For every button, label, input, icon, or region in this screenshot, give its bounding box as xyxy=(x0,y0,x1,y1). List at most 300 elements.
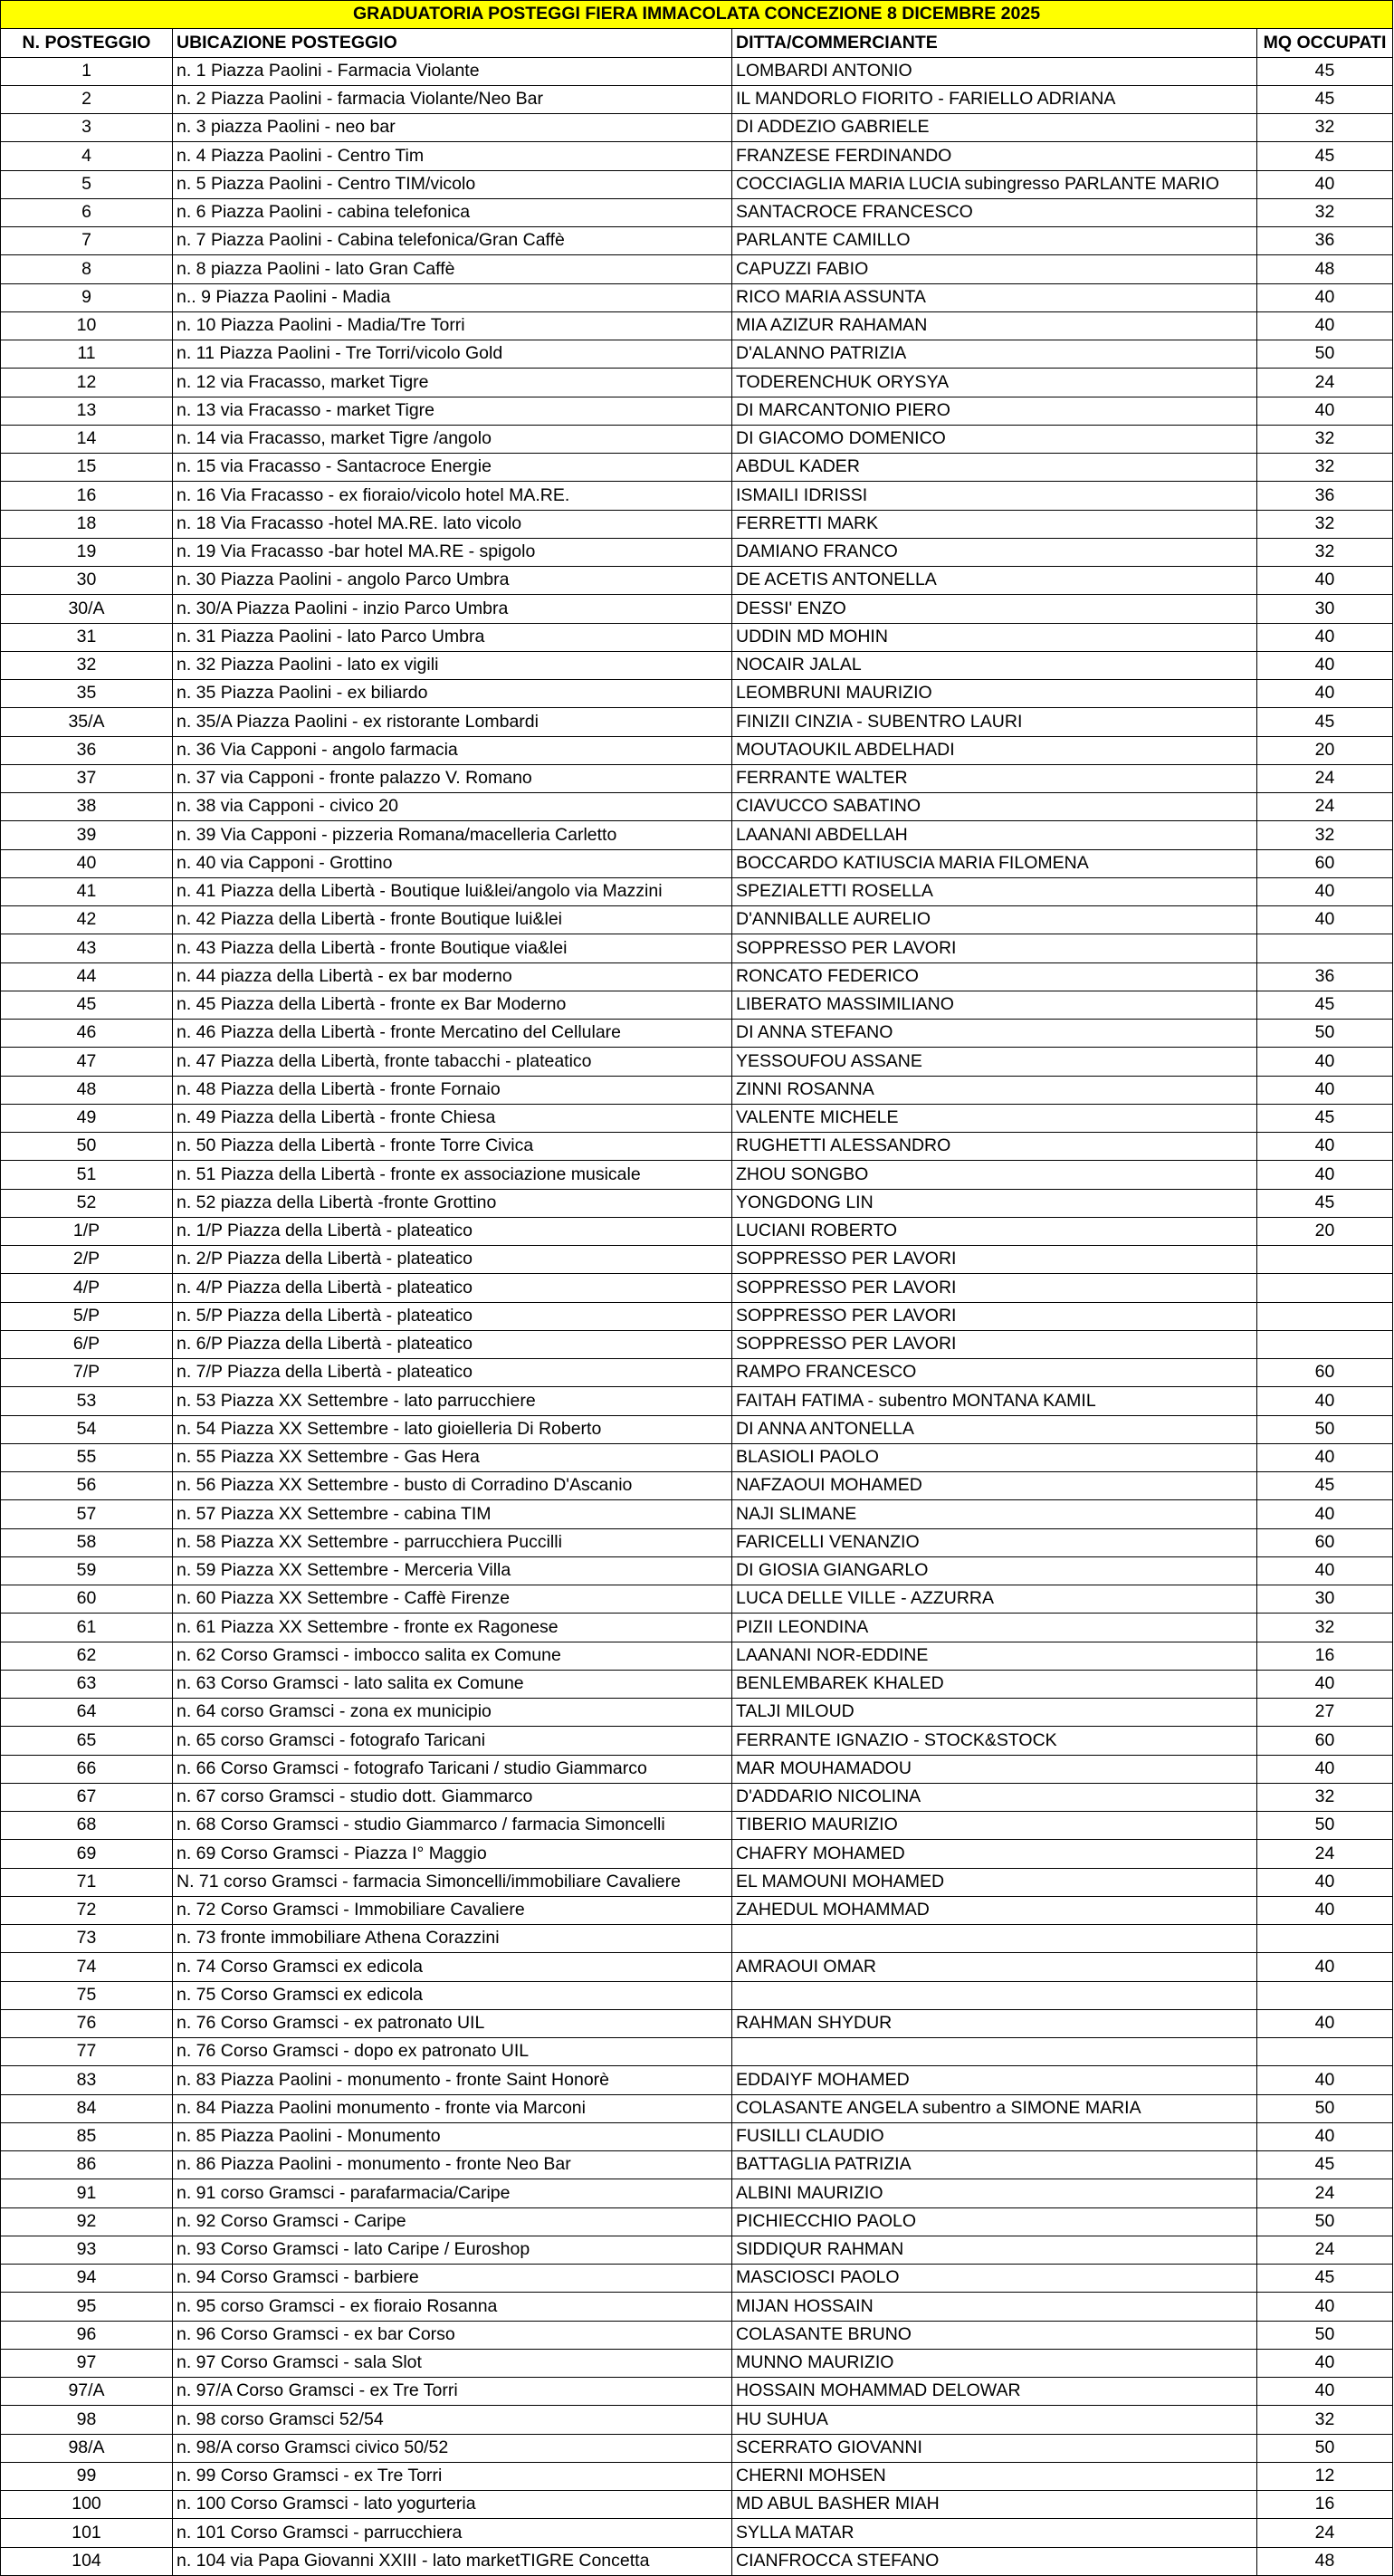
cell-location: n. 32 Piazza Paolini - lato ex vigili xyxy=(173,651,732,679)
cell-sqm: 45 xyxy=(1257,1104,1393,1132)
cell-trader: ZHOU SONGBO xyxy=(732,1161,1257,1189)
cell-num: 31 xyxy=(1,623,173,651)
cell-sqm: 40 xyxy=(1257,1670,1393,1698)
table-row xyxy=(1,764,1393,792)
table-row xyxy=(1,1274,1393,1302)
cell-sqm: 32 xyxy=(1257,538,1393,566)
cell-num: 48 xyxy=(1,1076,173,1104)
cell-location: n. 86 Piazza Paolini - monumento - fronte Neo Bar xyxy=(173,2151,732,2179)
cell-trader: FUSILLI CLAUDIO xyxy=(732,2122,1257,2150)
cell-num: 73 xyxy=(1,1925,173,1953)
cell-location: n. 1 Piazza Paolini - Farmacia Violante xyxy=(173,57,732,85)
table-row xyxy=(1,1076,1393,1104)
header-location: UBICAZIONE POSTEGGIO xyxy=(173,29,732,57)
cell-location: n. 60 Piazza XX Settembre - Caffè Firenze xyxy=(173,1585,732,1614)
table-row xyxy=(1,680,1393,708)
cell-sqm: 45 xyxy=(1257,708,1393,736)
cell-sqm: 48 xyxy=(1257,255,1393,283)
cell-sqm: 45 xyxy=(1257,991,1393,1019)
table-row xyxy=(1,538,1393,566)
cell-num: 32 xyxy=(1,651,173,679)
cell-sqm: 40 xyxy=(1257,1755,1393,1783)
cell-num: 104 xyxy=(1,2547,173,2575)
cell-sqm: 40 xyxy=(1257,1133,1393,1161)
cell-trader: FARICELLI VENANZIO xyxy=(732,1528,1257,1556)
cell-num: 67 xyxy=(1,1783,173,1811)
table-row xyxy=(1,1500,1393,1528)
cell-sqm: 40 xyxy=(1257,680,1393,708)
table-row xyxy=(1,1981,1393,2009)
cell-location: n. 72 Corso Gramsci - Immobiliare Cavaliere xyxy=(173,1896,732,1924)
cell-sqm: 40 xyxy=(1257,2378,1393,2406)
table-row xyxy=(1,1189,1393,1217)
cell-num: 30/A xyxy=(1,595,173,623)
cell-trader: FRANZESE FERDINANDO xyxy=(732,142,1257,170)
cell-num: 2 xyxy=(1,85,173,113)
table-row xyxy=(1,1896,1393,1924)
cell-trader: BATTAGLIA PATRIZIA xyxy=(732,2151,1257,2179)
cell-trader: FINIZII CINZIA - SUBENTRO LAURI xyxy=(732,708,1257,736)
cell-num: 91 xyxy=(1,2179,173,2207)
cell-trader: SANTACROCE FRANCESCO xyxy=(732,198,1257,226)
table-row xyxy=(1,1472,1393,1500)
cell-location: n. 31 Piazza Paolini - lato Parco Umbra xyxy=(173,623,732,651)
cell-sqm: 45 xyxy=(1257,1189,1393,1217)
cell-location: n. 36 Via Capponi - angolo farmacia xyxy=(173,736,732,764)
cell-location: n. 46 Piazza della Libertà - fronte Mercatino del Cellulare xyxy=(173,1020,732,1048)
cell-trader: UDDIN MD MOHIN xyxy=(732,623,1257,651)
cell-trader: DE ACETIS ANTONELLA xyxy=(732,567,1257,595)
table-row xyxy=(1,1415,1393,1443)
cell-location: n. 98/A corso Gramsci civico 50/52 xyxy=(173,2434,732,2462)
cell-num: 77 xyxy=(1,2038,173,2066)
cell-location: n. 41 Piazza della Libertà - Boutique lui&lei/angolo via Mazzini xyxy=(173,877,732,905)
cell-trader: DI MARCANTONIO PIERO xyxy=(732,397,1257,425)
cell-sqm: 32 xyxy=(1257,1783,1393,1811)
cell-num: 3 xyxy=(1,114,173,142)
cell-sqm: 36 xyxy=(1257,962,1393,991)
cell-location: n. 39 Via Capponi - pizzeria Romana/macelleria Carletto xyxy=(173,821,732,849)
cell-location: n. 15 via Fracasso - Santacroce Energie xyxy=(173,454,732,482)
header-row xyxy=(1,29,1393,57)
cell-num: 94 xyxy=(1,2265,173,2293)
cell-location: n. 53 Piazza XX Settembre - lato parrucchiere xyxy=(173,1387,732,1415)
cell-num: 47 xyxy=(1,1048,173,1076)
cell-trader: SIDDIQUR RAHMAN xyxy=(732,2236,1257,2264)
table-row xyxy=(1,2009,1393,2037)
table-row xyxy=(1,1217,1393,1245)
cell-trader xyxy=(732,1925,1257,1953)
cell-num: 43 xyxy=(1,934,173,962)
cell-location: n. 62 Corso Gramsci - imbocco salita ex Comune xyxy=(173,1642,732,1670)
table-row xyxy=(1,2207,1393,2236)
cell-num: 76 xyxy=(1,2009,173,2037)
cell-location: n. 67 corso Gramsci - studio dott. Giammarco xyxy=(173,1783,732,1811)
cell-location: n. 8 piazza Paolini - lato Gran Caffè xyxy=(173,255,732,283)
cell-location: n. 1/P Piazza della Libertà - plateatico xyxy=(173,1217,732,1245)
cell-sqm: 32 xyxy=(1257,425,1393,453)
cell-sqm: 45 xyxy=(1257,2265,1393,2293)
cell-location: n. 100 Corso Gramsci - lato yogurteria xyxy=(173,2491,732,2519)
cell-location: n.. 9 Piazza Paolini - Madia xyxy=(173,283,732,311)
cell-sqm: 45 xyxy=(1257,85,1393,113)
cell-trader: LUCA DELLE VILLE - AZZURRA xyxy=(732,1585,1257,1614)
cell-location: n. 83 Piazza Paolini - monumento - fronte Saint Honorè xyxy=(173,2066,732,2094)
cell-trader: RAMPO FRANCESCO xyxy=(732,1359,1257,1387)
table-row xyxy=(1,1868,1393,1896)
cell-num: 30 xyxy=(1,567,173,595)
cell-sqm: 20 xyxy=(1257,736,1393,764)
cell-num: 11 xyxy=(1,340,173,369)
cell-location: n. 5/P Piazza della Libertà - plateatico xyxy=(173,1302,732,1330)
cell-trader: D'ALANNO PATRIZIA xyxy=(732,340,1257,369)
cell-location: n. 101 Corso Gramsci - parrucchiera xyxy=(173,2519,732,2547)
table-row xyxy=(1,1302,1393,1330)
cell-sqm: 40 xyxy=(1257,877,1393,905)
cell-trader: SYLLA MATAR xyxy=(732,2519,1257,2547)
cell-trader: DESSI' ENZO xyxy=(732,595,1257,623)
cell-num: 49 xyxy=(1,1104,173,1132)
cell-location: n. 85 Piazza Paolini - Monumento xyxy=(173,2122,732,2150)
cell-sqm: 40 xyxy=(1257,283,1393,311)
cell-num: 64 xyxy=(1,1699,173,1727)
cell-sqm xyxy=(1257,934,1393,962)
cell-num: 52 xyxy=(1,1189,173,1217)
cell-trader: ZINNI ROSANNA xyxy=(732,1076,1257,1104)
cell-sqm: 24 xyxy=(1257,764,1393,792)
cell-location: n. 35/A Piazza Paolini - ex ristorante Lombardi xyxy=(173,708,732,736)
table-row xyxy=(1,283,1393,311)
cell-location: n. 56 Piazza XX Settembre - busto di Corradino D'Ascanio xyxy=(173,1472,732,1500)
table-row xyxy=(1,85,1393,113)
cell-location: n. 38 via Capponi - civico 20 xyxy=(173,793,732,821)
cell-trader: FERRANTE IGNAZIO - STOCK&STOCK xyxy=(732,1727,1257,1755)
cell-sqm: 32 xyxy=(1257,1614,1393,1642)
cell-num: 44 xyxy=(1,962,173,991)
cell-num: 53 xyxy=(1,1387,173,1415)
cell-sqm: 16 xyxy=(1257,1642,1393,1670)
cell-num: 57 xyxy=(1,1500,173,1528)
cell-trader: FERRETTI MARK xyxy=(732,510,1257,538)
cell-sqm: 40 xyxy=(1257,170,1393,198)
cell-num: 39 xyxy=(1,821,173,849)
cell-trader: DI ANNA STEFANO xyxy=(732,1020,1257,1048)
cell-location: n. 104 via Papa Giovanni XXIII - lato marketTIGRE Concetta xyxy=(173,2547,732,2575)
cell-location: n. 63 Corso Gramsci - lato salita ex Comune xyxy=(173,1670,732,1698)
cell-sqm: 40 xyxy=(1257,2349,1393,2377)
cell-trader: LUCIANI ROBERTO xyxy=(732,1217,1257,1245)
cell-location: n. 75 Corso Gramsci ex edicola xyxy=(173,1981,732,2009)
cell-location: n. 42 Piazza della Libertà - fronte Boutique lui&lei xyxy=(173,906,732,934)
cell-location: n. 40 via Capponi - Grottino xyxy=(173,849,732,877)
cell-location: n. 43 Piazza della Libertà - fronte Boutique via&lei xyxy=(173,934,732,962)
cell-location: n. 96 Corso Gramsci - ex bar Corso xyxy=(173,2321,732,2349)
table-row xyxy=(1,170,1393,198)
cell-trader: YONGDONG LIN xyxy=(732,1189,1257,1217)
cell-trader: RICO MARIA ASSUNTA xyxy=(732,283,1257,311)
table-row xyxy=(1,736,1393,764)
cell-num: 13 xyxy=(1,397,173,425)
cell-num: 5 xyxy=(1,170,173,198)
cell-sqm xyxy=(1257,1274,1393,1302)
table-row xyxy=(1,708,1393,736)
cell-num: 38 xyxy=(1,793,173,821)
cell-sqm: 40 xyxy=(1257,311,1393,340)
table-row xyxy=(1,1133,1393,1161)
table-row xyxy=(1,906,1393,934)
cell-location: n. 11 Piazza Paolini - Tre Torri/vicolo Gold xyxy=(173,340,732,369)
table-row xyxy=(1,1330,1393,1358)
table-row xyxy=(1,793,1393,821)
table-row xyxy=(1,1953,1393,1981)
cell-sqm: 36 xyxy=(1257,482,1393,510)
cell-sqm: 45 xyxy=(1257,1472,1393,1500)
cell-sqm: 50 xyxy=(1257,2434,1393,2462)
cell-trader: DI GIACOMO DOMENICO xyxy=(732,425,1257,453)
cell-sqm: 40 xyxy=(1257,2122,1393,2150)
table-row xyxy=(1,2236,1393,2264)
cell-location: n. 99 Corso Gramsci - ex Tre Torri xyxy=(173,2462,732,2490)
sheet-title: GRADUATORIA POSTEGGI FIERA IMMACOLATA CONCEZIONE 8 DICEMBRE 2025 xyxy=(1,1,1393,29)
table-row xyxy=(1,255,1393,283)
cell-num: 68 xyxy=(1,1812,173,1840)
cell-location: N. 71 corso Gramsci - farmacia Simoncelli/immobiliare Cavaliere xyxy=(173,1868,732,1896)
cell-sqm xyxy=(1257,1246,1393,1274)
cell-sqm: 60 xyxy=(1257,1528,1393,1556)
cell-sqm: 32 xyxy=(1257,821,1393,849)
cell-sqm: 40 xyxy=(1257,651,1393,679)
cell-location: n. 3 piazza Paolini - neo bar xyxy=(173,114,732,142)
cell-sqm: 40 xyxy=(1257,1953,1393,1981)
cell-num: 8 xyxy=(1,255,173,283)
cell-num: 6/P xyxy=(1,1330,173,1358)
cell-trader: HOSSAIN MOHAMMAD DELOWAR xyxy=(732,2378,1257,2406)
cell-trader: COLASANTE BRUNO xyxy=(732,2321,1257,2349)
cell-num: 56 xyxy=(1,1472,173,1500)
cell-location: n. 5 Piazza Paolini - Centro TIM/vicolo xyxy=(173,170,732,198)
table-row xyxy=(1,821,1393,849)
table-row xyxy=(1,1528,1393,1556)
cell-sqm xyxy=(1257,2038,1393,2066)
table-row xyxy=(1,2434,1393,2462)
table-row xyxy=(1,934,1393,962)
cell-sqm: 27 xyxy=(1257,1699,1393,1727)
cell-trader: ZAHEDUL MOHAMMAD xyxy=(732,1896,1257,1924)
cell-num: 1 xyxy=(1,57,173,85)
table-row xyxy=(1,198,1393,226)
cell-location: n. 59 Piazza XX Settembre - Merceria Villa xyxy=(173,1556,732,1585)
table-row xyxy=(1,1161,1393,1189)
cell-num: 99 xyxy=(1,2462,173,2490)
cell-location: n. 65 corso Gramsci - fotografo Taricani xyxy=(173,1727,732,1755)
cell-sqm: 40 xyxy=(1257,1048,1393,1076)
cell-num: 59 xyxy=(1,1556,173,1585)
cell-num: 95 xyxy=(1,2293,173,2321)
table-row xyxy=(1,142,1393,170)
table-row xyxy=(1,1614,1393,1642)
cell-num: 42 xyxy=(1,906,173,934)
cell-sqm: 40 xyxy=(1257,2293,1393,2321)
cell-sqm: 32 xyxy=(1257,114,1393,142)
cell-sqm: 50 xyxy=(1257,1812,1393,1840)
cell-sqm: 60 xyxy=(1257,1727,1393,1755)
cell-trader: BENLEMBAREK KHALED xyxy=(732,1670,1257,1698)
cell-sqm: 48 xyxy=(1257,2547,1393,2575)
table-row xyxy=(1,311,1393,340)
cell-num: 75 xyxy=(1,1981,173,2009)
table-row xyxy=(1,2151,1393,2179)
table-row xyxy=(1,1443,1393,1471)
table-row xyxy=(1,2378,1393,2406)
cell-trader: PARLANTE CAMILLO xyxy=(732,227,1257,255)
cell-trader: LIBERATO MASSIMILIANO xyxy=(732,991,1257,1019)
cell-sqm: 40 xyxy=(1257,567,1393,595)
cell-trader: MIJAN HOSSAIN xyxy=(732,2293,1257,2321)
cell-num: 19 xyxy=(1,538,173,566)
cell-trader: MOUTAOUKIL ABDELHADI xyxy=(732,736,1257,764)
cell-trader: HU SUHUA xyxy=(732,2406,1257,2434)
header-num: N. POSTEGGIO xyxy=(1,29,173,57)
cell-num: 6 xyxy=(1,198,173,226)
cell-num: 54 xyxy=(1,1415,173,1443)
cell-sqm: 20 xyxy=(1257,1217,1393,1245)
cell-sqm: 12 xyxy=(1257,2462,1393,2490)
cell-trader: SOPPRESSO PER LAVORI xyxy=(732,1274,1257,1302)
table-row xyxy=(1,2293,1393,2321)
cell-sqm: 50 xyxy=(1257,340,1393,369)
cell-num: 18 xyxy=(1,510,173,538)
cell-sqm: 40 xyxy=(1257,1868,1393,1896)
cell-num: 61 xyxy=(1,1614,173,1642)
cell-num: 1/P xyxy=(1,1217,173,1245)
cell-trader: D'ADDARIO NICOLINA xyxy=(732,1783,1257,1811)
cell-sqm: 32 xyxy=(1257,454,1393,482)
cell-sqm: 45 xyxy=(1257,142,1393,170)
cell-num: 15 xyxy=(1,454,173,482)
cell-sqm: 40 xyxy=(1257,2009,1393,2037)
cell-trader: PIZII LEONDINA xyxy=(732,1614,1257,1642)
table-row xyxy=(1,1812,1393,1840)
cell-num: 97 xyxy=(1,2349,173,2377)
table-row xyxy=(1,595,1393,623)
cell-num: 35/A xyxy=(1,708,173,736)
cell-location: n. 69 Corso Gramsci - Piazza I° Maggio xyxy=(173,1840,732,1868)
cell-location: n. 47 Piazza della Libertà, fronte tabacchi - plateatico xyxy=(173,1048,732,1076)
cell-location: n. 51 Piazza della Libertà - fronte ex associazione musicale xyxy=(173,1161,732,1189)
cell-num: 5/P xyxy=(1,1302,173,1330)
cell-trader: DI ANNA ANTONELLA xyxy=(732,1415,1257,1443)
cell-location: n. 54 Piazza XX Settembre - lato gioielleria Di Roberto xyxy=(173,1415,732,1443)
cell-num: 100 xyxy=(1,2491,173,2519)
cell-trader: LAANANI NOR-EDDINE xyxy=(732,1642,1257,1670)
table-row xyxy=(1,2066,1393,2094)
cell-num: 50 xyxy=(1,1133,173,1161)
cell-trader: AMRAOUI OMAR xyxy=(732,1953,1257,1981)
cell-sqm: 60 xyxy=(1257,849,1393,877)
cell-num: 37 xyxy=(1,764,173,792)
header-sqm: MQ OCCUPATI xyxy=(1257,29,1393,57)
cell-sqm: 32 xyxy=(1257,198,1393,226)
cell-sqm: 50 xyxy=(1257,1415,1393,1443)
cell-trader: LAANANI ABDELLAH xyxy=(732,821,1257,849)
table-row xyxy=(1,1670,1393,1698)
cell-trader: LEOMBRUNI MAURIZIO xyxy=(732,680,1257,708)
table-row xyxy=(1,2094,1393,2122)
cell-trader: DAMIANO FRANCO xyxy=(732,538,1257,566)
table-row xyxy=(1,2462,1393,2490)
cell-num: 40 xyxy=(1,849,173,877)
cell-location: n. 98 corso Gramsci 52/54 xyxy=(173,2406,732,2434)
cell-location: n. 13 via Fracasso - market Tigre xyxy=(173,397,732,425)
cell-trader: MAR MOUHAMADOU xyxy=(732,1755,1257,1783)
cell-location: n. 68 Corso Gramsci - studio Giammarco / farmacia Simoncelli xyxy=(173,1812,732,1840)
cell-trader: CHAFRY MOHAMED xyxy=(732,1840,1257,1868)
cell-trader: RAHMAN SHYDUR xyxy=(732,2009,1257,2037)
table-row xyxy=(1,1556,1393,1585)
table-row xyxy=(1,623,1393,651)
cell-trader: CHERNI MOHSEN xyxy=(732,2462,1257,2490)
cell-trader: NAFZAOUI MOHAMED xyxy=(732,1472,1257,1500)
cell-num: 92 xyxy=(1,2207,173,2236)
table-row xyxy=(1,651,1393,679)
cell-num: 63 xyxy=(1,1670,173,1698)
cell-location: n. 30 Piazza Paolini - angolo Parco Umbra xyxy=(173,567,732,595)
cell-num: 84 xyxy=(1,2094,173,2122)
table-row xyxy=(1,340,1393,369)
cell-num: 98/A xyxy=(1,2434,173,2462)
header-trader: DITTA/COMMERCIANTE xyxy=(732,29,1257,57)
cell-sqm: 24 xyxy=(1257,2519,1393,2547)
cell-num: 71 xyxy=(1,1868,173,1896)
cell-sqm xyxy=(1257,1302,1393,1330)
cell-location: n. 49 Piazza della Libertà - fronte Chiesa xyxy=(173,1104,732,1132)
title-row xyxy=(1,1,1393,29)
cell-num: 62 xyxy=(1,1642,173,1670)
cell-location: n. 97/A Corso Gramsci - ex Tre Torri xyxy=(173,2378,732,2406)
cell-location: n. 30/A Piazza Paolini - inzio Parco Umbra xyxy=(173,595,732,623)
cell-location: n. 35 Piazza Paolini - ex biliardo xyxy=(173,680,732,708)
table-row xyxy=(1,2491,1393,2519)
cell-num: 69 xyxy=(1,1840,173,1868)
cell-location: n. 37 via Capponi - fronte palazzo V. Romano xyxy=(173,764,732,792)
cell-num: 51 xyxy=(1,1161,173,1189)
cell-trader: FAITAH FATIMA - subentro MONTANA KAMIL xyxy=(732,1387,1257,1415)
cell-location: n. 94 Corso Gramsci - barbiere xyxy=(173,2265,732,2293)
cell-num: 7 xyxy=(1,227,173,255)
cell-trader: SPEZIALETTI ROSELLA xyxy=(732,877,1257,905)
cell-trader: COLASANTE ANGELA subentro a SIMONE MARIA xyxy=(732,2094,1257,2122)
cell-sqm: 50 xyxy=(1257,1020,1393,1048)
cell-sqm xyxy=(1257,1330,1393,1358)
cell-sqm: 40 xyxy=(1257,1443,1393,1471)
cell-trader: FERRANTE WALTER xyxy=(732,764,1257,792)
cell-num: 98 xyxy=(1,2406,173,2434)
cell-num: 9 xyxy=(1,283,173,311)
cell-location: n. 93 Corso Gramsci - lato Caripe / Euroshop xyxy=(173,2236,732,2264)
cell-location: n. 74 Corso Gramsci ex edicola xyxy=(173,1953,732,1981)
cell-sqm: 40 xyxy=(1257,1076,1393,1104)
cell-trader xyxy=(732,2038,1257,2066)
cell-num: 4/P xyxy=(1,1274,173,1302)
table-row xyxy=(1,1104,1393,1132)
cell-location: n. 19 Via Fracasso -bar hotel MA.RE - spigolo xyxy=(173,538,732,566)
cell-sqm xyxy=(1257,1981,1393,2009)
cell-trader: TIBERIO MAURIZIO xyxy=(732,1812,1257,1840)
table-row xyxy=(1,1020,1393,1048)
table-row xyxy=(1,1359,1393,1387)
table-row xyxy=(1,2321,1393,2349)
cell-trader: ISMAILI IDRISSI xyxy=(732,482,1257,510)
